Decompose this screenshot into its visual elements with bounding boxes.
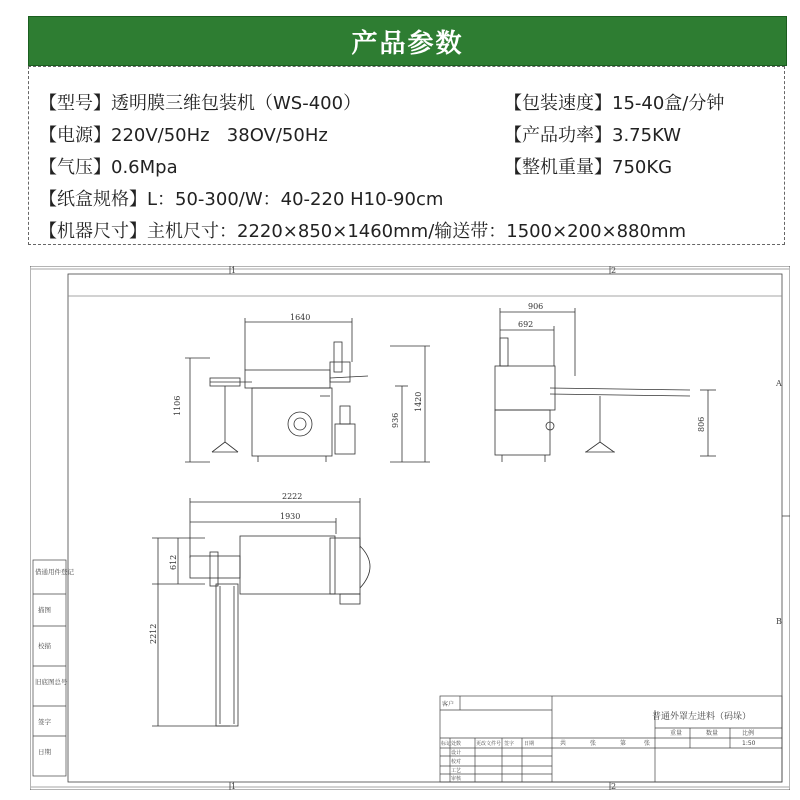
- side-panel-3: 校描: [38, 642, 51, 650]
- tb-col-4: 签字: [504, 741, 515, 747]
- tb-ratio-label: 比例: [742, 730, 755, 737]
- param-air-label: 【气压】: [39, 157, 111, 178]
- param-model-label: 【型号】: [39, 93, 111, 114]
- tb-row-design: 设计: [451, 750, 462, 756]
- tb-sheet-2: 张: [590, 740, 597, 747]
- side-view: [495, 308, 716, 462]
- dim-front-height-mid: 936: [391, 412, 400, 428]
- tb-row-review: 审核: [451, 776, 462, 782]
- param-weight: [504, 153, 672, 179]
- page-title: 产品参数: [351, 28, 464, 59]
- top-view: [152, 498, 370, 726]
- tb-customer: 客户: [442, 701, 455, 708]
- tb-drawing-title: 普通外罩左进料（码垛）: [652, 712, 752, 722]
- side-panel-6: 日期: [38, 748, 51, 756]
- param-size: [39, 217, 686, 243]
- tb-sheet-4: 张: [644, 740, 651, 747]
- dim-side-width-inner: 692: [518, 320, 534, 329]
- front-view: [185, 318, 430, 462]
- tb-ratio-value: 1:50: [742, 740, 756, 747]
- dim-top-width-outer: 2222: [282, 492, 303, 501]
- param-carton-label: 【纸盒规格】: [39, 189, 147, 210]
- param-weight-value: 750KG: [612, 157, 673, 178]
- border-mark-top-2: 2: [611, 266, 617, 275]
- param-power-supply-value: 220V/50Hz 38OV/50Hz: [111, 125, 328, 146]
- tb-quantity-label: 数量: [706, 730, 719, 737]
- param-carton: [39, 185, 443, 211]
- dim-side-height: 806: [697, 416, 706, 432]
- title-block: [440, 696, 782, 782]
- border-mark-a: A: [776, 379, 782, 388]
- side-panel-4: 旧底图总号: [35, 678, 68, 686]
- border-mark-bottom-1: 1: [231, 782, 237, 790]
- tb-col-5: 日期: [524, 741, 535, 747]
- parameter-box: [28, 66, 785, 245]
- border-mark-bottom-2: 2: [611, 782, 617, 790]
- param-air-value: 0.6Mpa: [111, 157, 178, 178]
- tb-row-process: 工艺: [451, 768, 462, 774]
- tb-col-3: 更改文件号: [476, 741, 502, 747]
- technical-drawing: [30, 266, 790, 790]
- param-model: [39, 89, 361, 115]
- header-banner: [28, 16, 787, 66]
- tb-col-1: 标记: [441, 741, 452, 747]
- dim-front-width: 1640: [290, 313, 311, 322]
- param-weight-label: 【整机重量】: [504, 157, 612, 178]
- param-speed-value: 15-40盒/分钟: [612, 93, 725, 114]
- tb-sheet-3: 第: [620, 740, 627, 747]
- param-power-supply: [39, 121, 328, 147]
- border-mark-top-1: 1: [231, 266, 237, 275]
- border-mark-b: B: [776, 617, 782, 626]
- dim-top-depth-small: 612: [169, 554, 178, 570]
- param-power-label: 【产品功率】: [504, 125, 612, 146]
- param-model-value: 透明膜三维包装机（WS-400）: [111, 93, 362, 114]
- dim-front-height-total: 1420: [414, 391, 423, 412]
- side-panel-2: 描图: [38, 606, 51, 614]
- dim-top-width-inner: 1930: [280, 512, 301, 521]
- param-speed: [504, 89, 724, 115]
- tb-row-check: 校对: [451, 759, 462, 765]
- side-panel-1: 借通用件登记: [35, 568, 74, 576]
- param-size-label: 【机器尺寸】: [39, 221, 147, 242]
- dim-side-width-outer: 906: [528, 302, 544, 311]
- tb-sheet-1: 共: [560, 740, 567, 747]
- param-speed-label: 【包装速度】: [504, 93, 612, 114]
- dim-front-height-left: 1106: [173, 395, 182, 416]
- param-power-value: 3.75KW: [612, 125, 682, 146]
- tb-col-2: 处数: [451, 741, 462, 747]
- tb-weight-label: 重量: [670, 730, 683, 737]
- param-power-supply-label: 【电源】: [39, 125, 111, 146]
- side-panel-5: 签字: [38, 718, 51, 726]
- dim-top-depth-total: 2212: [149, 623, 158, 644]
- param-size-value: 主机尺寸：2220×850×1460mm/输送带：1500×200×880mm: [147, 221, 687, 242]
- param-carton-value: L：50-300/W：40-220 H10-90cm: [147, 189, 444, 210]
- param-air: [39, 153, 178, 179]
- param-power: [504, 121, 681, 147]
- drawing-svg: [30, 266, 790, 790]
